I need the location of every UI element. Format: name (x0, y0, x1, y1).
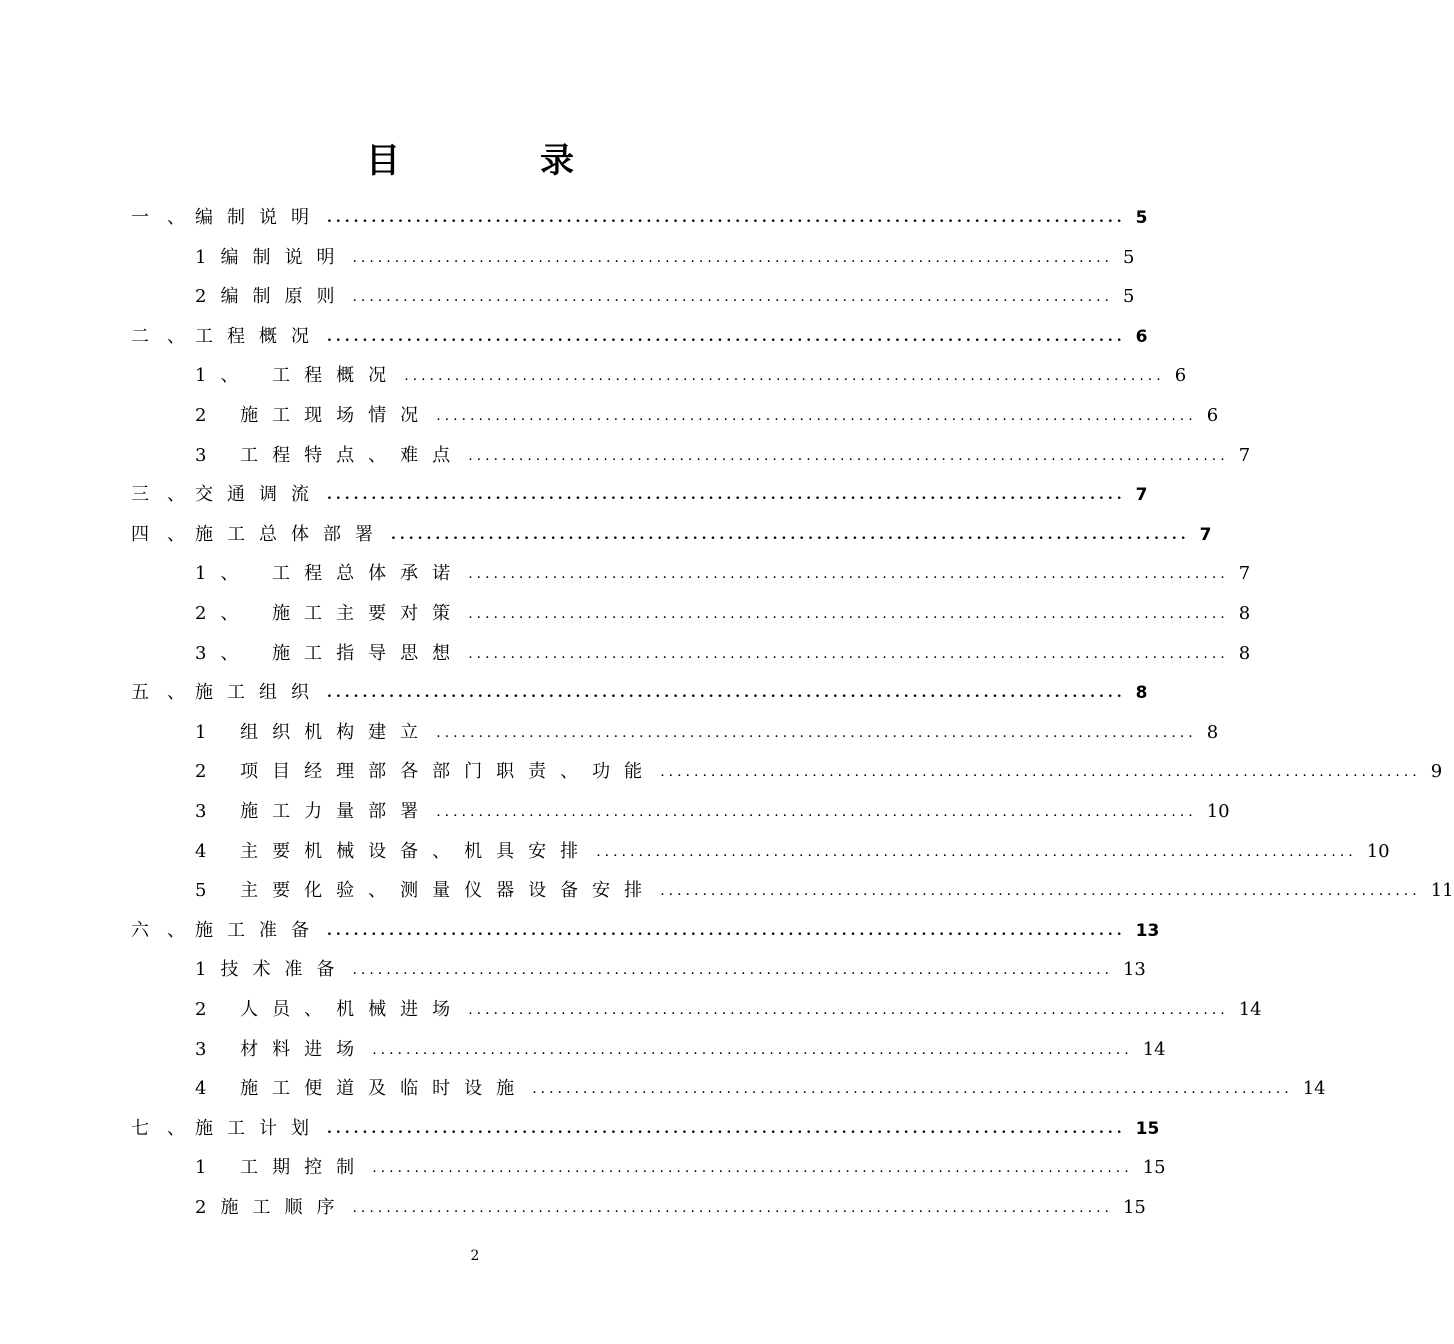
toc-leader-dots: .......................................................................................... (352, 962, 1113, 979)
toc-section-row[interactable] (131, 515, 1212, 555)
toc-leader-dots: .......................................................................................... (468, 566, 1229, 583)
toc-section-number: 六、 (131, 919, 203, 941)
toc-title-char-1: 目 (366, 141, 400, 181)
toc-section-number: 一、 (131, 207, 203, 228)
toc-subsection-row[interactable] (195, 277, 1135, 317)
toc-leader-dots: .......................................................................................... (436, 408, 1197, 424)
toc-leader-dots: .......................................................................................... (327, 328, 1126, 345)
toc-subsection-row[interactable] (195, 396, 1219, 436)
toc-leader-dots: .......................................................................................... (596, 843, 1357, 860)
toc-section-number: 四、 (131, 523, 203, 545)
toc-leader-dots: .......................................................................................... (327, 922, 1126, 939)
toc-leader-dots: .......................................................................................... (352, 289, 1113, 306)
toc-page-number: 11 (1430, 880, 1454, 902)
toc-entry-label: 工程概况 (195, 325, 323, 347)
toc-page-number: 6 (1174, 365, 1187, 387)
toc-entry-label: 施工组织 (195, 682, 323, 704)
toc-subsection-row[interactable] (195, 238, 1135, 278)
toc-section-row[interactable] (131, 911, 1160, 951)
toc-leader-dots: .......................................................................................... (327, 210, 1126, 226)
toc-page-number: 14 (1238, 999, 1262, 1020)
toc-page-number: 15 (1122, 1197, 1146, 1218)
toc-section-number: 七、 (131, 1117, 203, 1139)
toc-page-number: 10 (1206, 801, 1230, 822)
toc-subsection-row[interactable] (195, 1030, 1166, 1070)
toc-leader-dots: .......................................................................................... (660, 764, 1421, 781)
toc-page-number: 7 (1135, 485, 1148, 506)
toc-subsection-row[interactable] (195, 792, 1230, 832)
toc-page-number: 7 (1238, 563, 1251, 585)
toc-entry-label: 编制说明 (195, 207, 323, 228)
toc-entry-label: 1技术准备 (195, 959, 349, 981)
toc-leader-dots: .......................................................................................... (468, 447, 1229, 464)
toc-entry-label: 2 施工现场情况 (195, 405, 433, 426)
toc-page-number: 15 (1142, 1157, 1166, 1179)
toc-entry-label: 4 主要机械设备、机具安排 (195, 840, 593, 862)
page-number: 2 (470, 1248, 480, 1264)
toc-leader-dots: .......................................................................................... (391, 526, 1190, 543)
toc-entry-label: 1编制说明 (195, 246, 349, 268)
toc-entry-label: 1 工期控制 (195, 1157, 369, 1179)
toc-entry-label: 5 主要化验、测量仪器设备安排 (195, 880, 657, 902)
toc-page-number: 7 (1238, 444, 1251, 466)
toc-entry-label: 3 工程特点、难点 (195, 444, 465, 466)
toc-entry-label: 3 材料进场 (195, 1038, 369, 1060)
toc-entry-label: 2、 施工主要对策 (195, 603, 465, 624)
toc-entry-label: 施工总体部署 (195, 523, 387, 545)
toc-subsection-row[interactable] (195, 1148, 1166, 1188)
toc-page-number: 5 (1135, 208, 1148, 228)
toc-section-row[interactable] (131, 673, 1148, 713)
toc-leader-dots: .......................................................................................... (372, 1041, 1133, 1058)
toc-entry-label: 1、 工程总体承诺 (195, 563, 465, 585)
toc-page-number: 14 (1142, 1038, 1166, 1060)
toc-subsection-row[interactable] (195, 950, 1146, 990)
toc-entry-label: 2 项目经理部各部门职责、功能 (195, 761, 657, 783)
toc-leader-dots: .......................................................................................... (436, 724, 1197, 741)
toc-leader-dots: .......................................................................................... (327, 1120, 1126, 1137)
toc-section-row[interactable] (131, 317, 1148, 357)
toc-leader-dots: .......................................................................................... (327, 487, 1126, 504)
toc-subsection-row[interactable] (195, 554, 1251, 594)
toc-page-number: 14 (1302, 1078, 1326, 1100)
toc-subsection-row[interactable] (195, 594, 1251, 634)
toc-page-number: 5 (1122, 286, 1135, 308)
toc-leader-dots: .......................................................................................... (352, 1200, 1113, 1216)
toc-page-number: 13 (1135, 920, 1160, 941)
toc-subsection-row[interactable] (195, 356, 1187, 396)
toc-section-number: 二、 (131, 325, 203, 347)
toc-leader-dots: .......................................................................................... (468, 606, 1229, 622)
toc-section-number: 五、 (131, 682, 203, 704)
toc-page-number: 6 (1135, 326, 1148, 347)
toc-page-number: 8 (1238, 642, 1251, 664)
toc-subsection-row[interactable] (195, 990, 1262, 1030)
toc-page-number: 15 (1135, 1118, 1160, 1139)
toc-entry-label: 2编制原则 (195, 286, 349, 308)
toc-page-number: 6 (1206, 405, 1219, 426)
toc-page-number: 5 (1122, 246, 1135, 268)
toc-entry-label: 3 施工力量部署 (195, 801, 433, 822)
toc-entry-label: 交通调流 (195, 484, 323, 506)
toc-subsection-row[interactable] (195, 1069, 1326, 1109)
toc-section-number: 三、 (131, 484, 203, 506)
toc-leader-dots: .......................................................................................... (327, 685, 1126, 702)
toc-entry-label: 1 组织机构建立 (195, 721, 433, 743)
toc-leader-dots: .......................................................................................... (660, 883, 1421, 900)
toc-title-char-2: 录 (540, 141, 574, 181)
toc-entry-label: 2 人员、机械进场 (195, 999, 465, 1020)
toc-entry-label: 4 施工便道及临时设施 (195, 1078, 529, 1100)
toc-subsection-row[interactable] (195, 436, 1251, 476)
toc-page-number: 8 (1206, 721, 1219, 743)
toc-subsection-row[interactable] (195, 713, 1219, 753)
toc-section-row[interactable] (131, 1109, 1160, 1149)
toc-page-number: 13 (1122, 959, 1146, 981)
toc-leader-dots: .......................................................................................... (372, 1160, 1133, 1177)
toc-entry-label: 1、 工程概况 (195, 365, 401, 387)
toc-leader-dots: .......................................................................................... (468, 645, 1229, 662)
toc-leader-dots: .......................................................................................... (468, 1002, 1229, 1018)
toc-leader-dots: .......................................................................................... (352, 249, 1113, 266)
toc-entry-label: 施工准备 (195, 919, 323, 941)
toc-leader-dots: .......................................................................................... (404, 368, 1165, 385)
toc-title (0, 138, 950, 184)
toc-subsection-row[interactable] (195, 832, 1390, 872)
toc-section-row[interactable] (131, 475, 1148, 515)
toc-section-row[interactable] (131, 198, 1148, 238)
toc-page-number: 8 (1238, 603, 1251, 624)
toc-leader-dots: .......................................................................................... (436, 804, 1197, 820)
toc-subsection-row[interactable] (195, 1188, 1146, 1228)
toc-page-number: 9 (1430, 761, 1443, 783)
toc-page-number: 10 (1366, 840, 1390, 862)
toc-entry-label: 施工计划 (195, 1117, 323, 1139)
toc-subsection-row[interactable] (195, 634, 1251, 674)
toc-leader-dots: .......................................................................................... (532, 1081, 1293, 1098)
toc-page-number: 8 (1135, 683, 1148, 704)
toc-entry-label: 2施工顺序 (195, 1197, 349, 1218)
toc-subsection-row[interactable] (195, 871, 1454, 911)
toc-page-number: 7 (1199, 524, 1212, 545)
toc-subsection-row[interactable] (195, 752, 1443, 792)
toc-entry-label: 3、 施工指导思想 (195, 642, 465, 664)
